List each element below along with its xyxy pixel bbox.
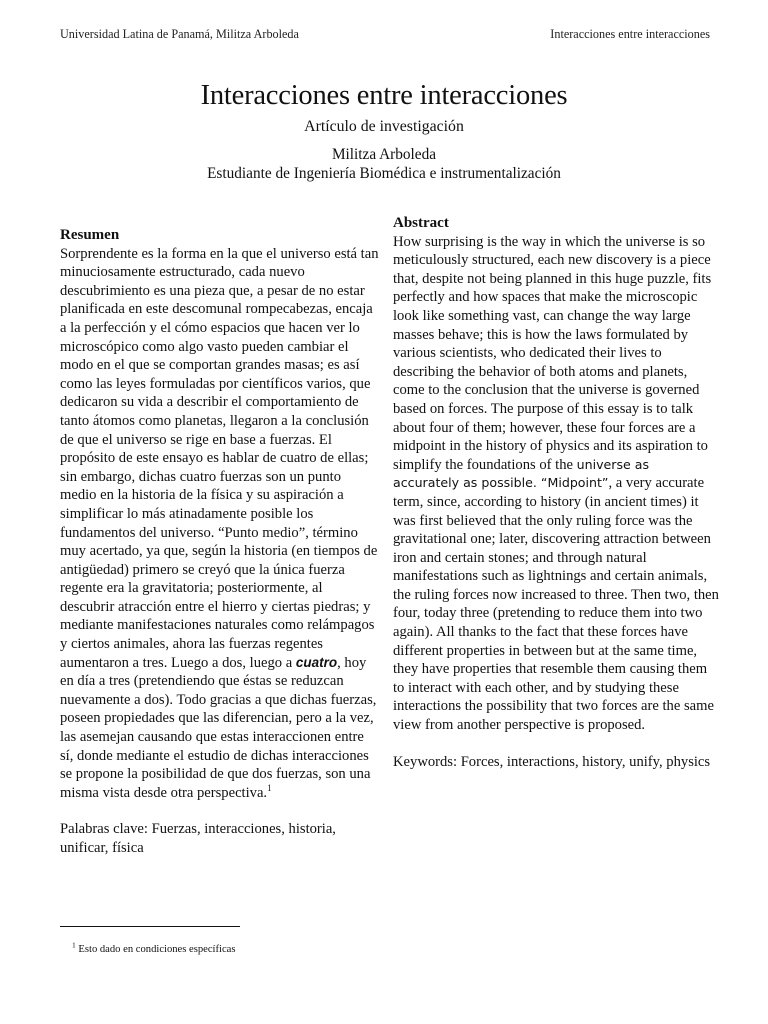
resumen-keywords: Palabras clave: Fuerzas, interacciones, historia, unificar, física [60,821,336,856]
author-affiliation: Estudiante de Ingeniería Biomédica e instrumentalización [207,165,561,182]
paper-title: Interacciones entre interacciones [200,80,568,111]
footnote-reference: 1 [267,782,272,793]
resumen-body [60,245,380,803]
footnote-divider [60,926,240,927]
author-name: Militza Arboleda [331,146,437,163]
footnote [72,940,236,955]
paper-subtitle: Artículo de investigación [304,118,464,135]
abstract-heading: Abstract [393,215,449,231]
running-head [60,27,710,42]
resumen-heading: Resumen [60,227,120,243]
resumen-emphasis: cuatro [295,654,338,670]
resumen-body-part1: Sorprendente es la forma en la que el universo está tan minuciosamente estructurado, cada nuevo descubrimiento es una pieza que, a pesar de no estar planificada en este descomunal rompecabezas, encaja a la perfección y el cómo espacios que hacen ver lo microscópico como algo vasto pueden cambiar el modo en el que se comportan grandes masas; es así como las leyes formuladas por científicos varios, que dedicaron su vida a describir el comportamiento de tanto átomos como planetas, llegaron a la conclusión de que el universo se rige en base a fuerzas. El propósito de este ensayo es hablar de cuatro de ellas; sin embargo, dichas cuatro fuerzas son un punto medio en la historia de la física y su aspiración a simplificar lo más atinadamente posible los fundamentos del universo. “Punto medio”, término muy acertado, ya que, según la historia (en tiempos de antigüedad) primero se creyó que la única fuerza regente era la gravitatoria; posteriormente, al descubrir atracción entre el hierro y ciertas piedras; y mediante manifestaciones naturales como relámpagos y ciertos animales, ahora las fuerzas regentes aumentaron a tres. Luego a dos, luego a [60,245,379,671]
abstract-body-part1: How surprising is the way in which the universe is so meticulously structured, each new discovery is a piece that, despite not being planned in this huge puzzle, fits perfectly and how spaces that make the microscopic look like something vast, can change the way large masses behave; this is how the laws formulated by various scientists, who dedicated their lives to describing the behavior of both atoms and planets, come to the conclusion that the universe is governed based on forces. The purpose of this essay is to talk about four of them; however, these four forces are a midpoint in the history of physics and its aspiration to simplify the foundations of the [393,233,712,473]
running-head-right: Interacciones entre interacciones [550,27,710,41]
footnote-marker: 1 [72,940,76,950]
footnote-text: Esto dado en condiciones específicas [78,944,236,955]
abstract-fragment: universe as accurately as possible. “Midpoint” [393,456,650,491]
abstract-body-part2: , a very accurate term, since, according to history (in ancient times) it was first believed that the only ruling force was the gravitational one; later, discovering attraction between iron and certain stones; and through natural manifestations such as lightnings and certain animals, the ruling forces now increased to three. Then two, then four, today three (pretending to reduce them into two again). All thanks to the fact that these forces have different properties in between but at the same time, they have properties that resemble them causing them to interact with each other, and by studying these interactions the possibility that two forces are the same view from another perspective is proposed. [393,475,719,734]
resumen-body-part2: , hoy en día a tres (pretendiendo que éstas se reduzcan nuevamente a dos). Todo gracias a que dichas fuerzas, poseen propiedades que las diferencian, pero a la vez, las asemejan causando que estas interaccionen entre sí, donde mediante el estudio de dichas interacciones se propone la posibilidad de que dos fuerzas, son una misma vista desde otra perspectiva. [60,654,377,801]
abstract-column [393,214,719,771]
resumen-column [60,226,380,858]
abstract-body [393,233,719,735]
abstract-keywords: Keywords: Forces, interactions, history, unify, physics [393,753,711,770]
running-head-left: Universidad Latina de Panamá, Militza Arboleda [60,27,299,41]
